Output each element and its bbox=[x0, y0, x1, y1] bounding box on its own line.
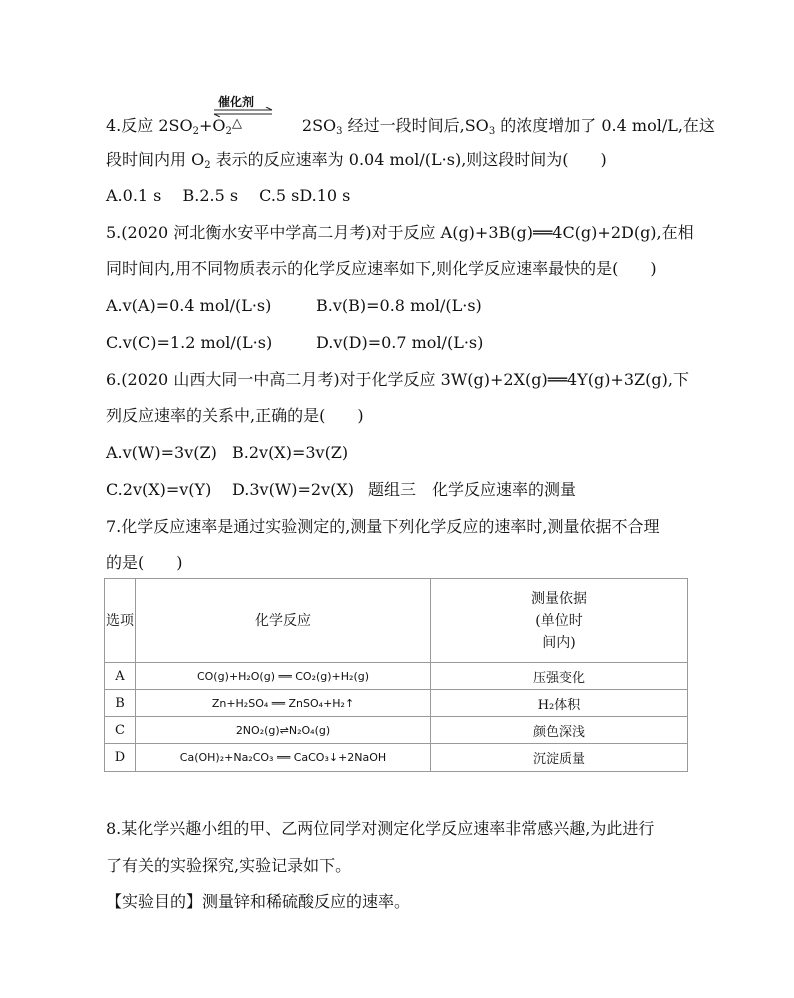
header-option: 选项 bbox=[105, 579, 136, 663]
row-reaction: Ca(OH)₂+Na₂CO₃ ══ CaCO₃↓+2NaOH bbox=[136, 744, 431, 772]
q7-line1: 7.化学反应速率是通过实验测定的,测量下列化学反应的速率时,测量依据不合理 bbox=[106, 517, 660, 536]
table-row bbox=[105, 690, 688, 717]
row-reaction: Zn+H₂SO₄ ══ ZnSO₄+H₂↑ bbox=[136, 690, 431, 717]
table-row bbox=[105, 744, 688, 772]
q4-line2: 段时间内用 $O_2$ 表示的反应速率为 0.04 mol/(L·s),则这段时间为( ) bbox=[106, 150, 607, 171]
q5-option-b: B.v(B)=0.8 mol/(L·s) bbox=[316, 296, 482, 315]
header-basis: 测量依据 (单位时 间内) bbox=[431, 579, 688, 663]
table-header-row bbox=[105, 579, 688, 663]
catalyst-label: 催化剂 bbox=[218, 95, 255, 109]
q5-line2: 同时间内,用不同物质表示的化学反应速率如下,则化学反应速率最快的是( ) bbox=[106, 259, 657, 278]
q4-line1: 4.反应 $2SO_2+O_2$ $2SO_3$ 经过一段时间后$,SO_3$ 的浓度增加了 0.4 mol/L,在这 bbox=[106, 116, 715, 137]
row-basis: 颜色深浅 bbox=[431, 717, 688, 744]
row-basis: 沉淀质量 bbox=[431, 744, 688, 772]
q6-option-b: B.2v(X)=3v(Z) bbox=[232, 443, 349, 462]
header-reaction: 化学反应 bbox=[136, 579, 431, 663]
measurement-table bbox=[104, 578, 688, 772]
q5-option-d: D.v(D)=0.7 mol/(L·s) bbox=[316, 333, 484, 352]
q5-option-c: C.v(C)=1.2 mol/(L·s) bbox=[106, 333, 273, 352]
q6-option-d: D.3v(W)=2v(X) bbox=[232, 480, 354, 499]
q7-line2: 的是( ) bbox=[106, 553, 183, 572]
row-reaction: 2NO₂(g)⇌N₂O₄(g) bbox=[136, 717, 431, 744]
q4-options: A.0.1 s B.2.5 s C.5 sD.10 s bbox=[106, 186, 351, 205]
row-reaction: CO(g)+H₂O(g) ══ CO₂(g)+H₂(g) bbox=[136, 663, 431, 690]
heat-symbol: △ bbox=[232, 116, 242, 131]
row-option: D bbox=[105, 744, 136, 772]
row-option: A bbox=[105, 663, 136, 690]
q5-option-a: A.v(A)=0.4 mol/(L·s) bbox=[106, 296, 272, 315]
table-row bbox=[105, 663, 688, 690]
row-option: C bbox=[105, 717, 136, 744]
group-title: 题组三 化学反应速率的测量 bbox=[368, 480, 577, 499]
q8-line2: 了有关的实验探究,实验记录如下。 bbox=[106, 856, 352, 875]
q6-option-c: C.2v(X)=v(Y) bbox=[106, 480, 212, 499]
q6-line2: 列反应速率的关系中,正确的是( ) bbox=[106, 406, 364, 425]
q8-line1: 8.某化学兴趣小组的甲、乙两位同学对测定化学反应速率非常感兴趣,为此进行 bbox=[106, 819, 655, 838]
q8-line3: 【实验目的】测量锌和稀硫酸反应的速率。 bbox=[106, 892, 411, 911]
row-option: B bbox=[105, 690, 136, 717]
row-basis: H₂体积 bbox=[431, 690, 688, 717]
q5-line1: 5.(2020 河北衡水安平中学高二月考)对于反应 A(g)+3B(g)══4C(g)+2D(g),在相 bbox=[106, 223, 694, 242]
q6-option-a: A.v(W)=3v(Z) bbox=[106, 443, 217, 462]
q6-line1: 6.(2020 山西大同一中高二月考)对于化学反应 3W(g)+2X(g)══4Y(g)+3Z(g),下 bbox=[106, 370, 689, 389]
table-row bbox=[105, 717, 688, 744]
row-basis: 压强变化 bbox=[431, 663, 688, 690]
